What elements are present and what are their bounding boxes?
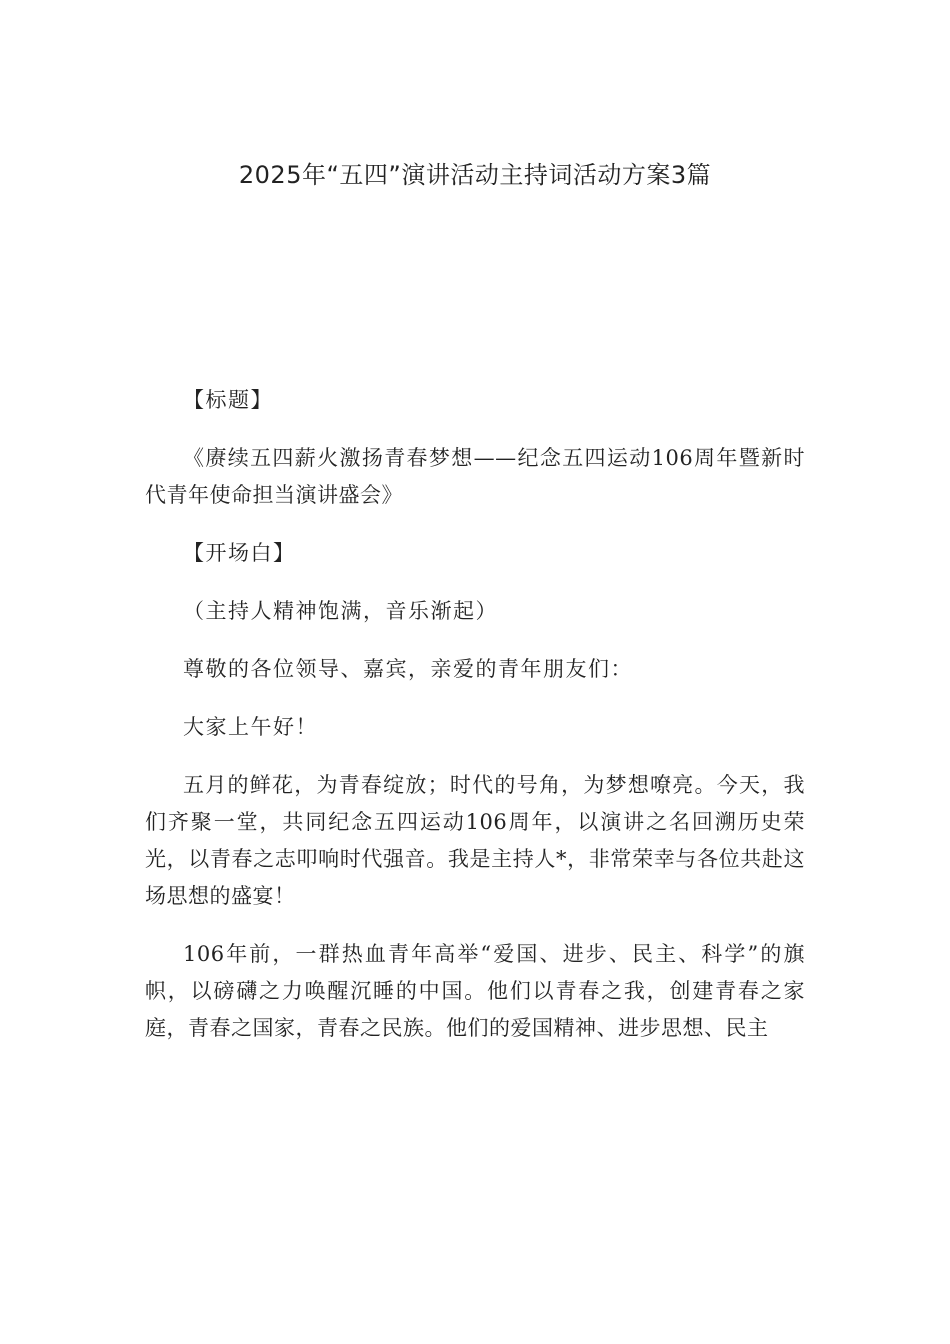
stage-direction: （主持人精神饱满，音乐渐起） <box>183 599 498 623</box>
speech-event-name: 《赓续五四薪火激扬青春梦想——纪念五四运动106周年暨新时代青年使命担当演讲盛会》 <box>145 446 805 507</box>
opening-paragraph: 五月的鲜花，为青春绽放；时代的号角，为梦想嘹亮。今天，我们齐聚一堂，共同纪念五四运动106周年，以演讲之名回溯历史荣光，以青春之志叩响时代强音。我是主持人*，非常荣幸与各位共赴这场思想的盛宴！ <box>145 773 805 908</box>
greeting-morning: 大家上午好！ <box>183 715 318 739</box>
section-heading-title: 【标题】 <box>183 388 273 412</box>
document-title: 2025年“五四”演讲活动主持词活动方案3篇 <box>238 161 712 189</box>
history-paragraph: 106年前，一群热血青年高举“爱国、进步、民主、科学”的旗帜，以磅礴之力唤醒沉睡的中国。他们以青春之我，创建青春之家庭，青春之国家，青春之民族。他们的爱国精神、进步思想、民主 <box>145 942 805 1040</box>
document-body <box>145 382 805 1068</box>
section-heading-opening: 【开场白】 <box>183 541 296 565</box>
greeting-salutation: 尊敬的各位领导、嘉宾，亲爱的青年朋友们： <box>183 657 633 681</box>
